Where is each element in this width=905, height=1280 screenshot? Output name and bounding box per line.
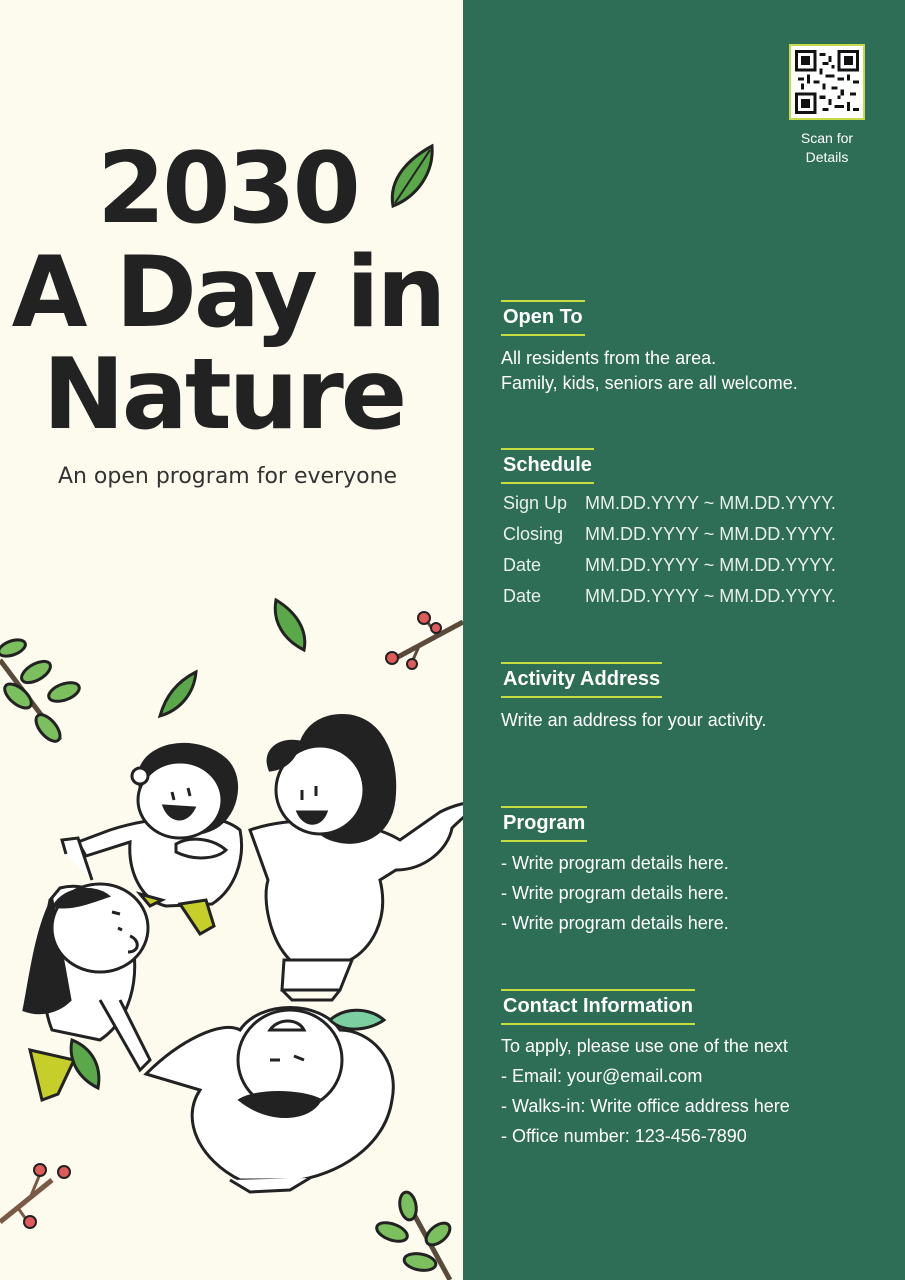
section-body: Write an address for your activity. [501, 710, 767, 730]
title-line-3: Nature [42, 338, 405, 452]
section-contact [501, 989, 881, 1151]
subtitle: An open program for everyone [57, 464, 398, 489]
contact-line: - Office number: 123-456-7890 [501, 1126, 747, 1146]
contact-line: To apply, please use one of the next [501, 1036, 788, 1056]
father-figure [146, 1008, 393, 1193]
qr-caption-line: Details [805, 149, 849, 165]
title-year: 2030 [97, 132, 358, 246]
section-program [501, 806, 881, 938]
berry-branch-icon [0, 1164, 70, 1228]
mother-figure [250, 715, 463, 1000]
title-line-2: A Day in [11, 236, 444, 350]
schedule-value: MM.DD.YYYY ~ MM.DD.YYYY. [585, 586, 836, 606]
body-line: Family, kids, seniors are all welcome. [501, 373, 798, 393]
body-line: All residents from the area. [501, 348, 717, 368]
program-line: - Write program details here. [501, 883, 729, 903]
section-open-to [501, 300, 881, 396]
section-address [501, 662, 881, 733]
program-line: - Write program details here. [501, 913, 729, 933]
section-heading: Program [501, 806, 587, 842]
schedule-row [501, 488, 881, 519]
qr-code[interactable] [789, 44, 865, 120]
schedule-value: MM.DD.YYYY ~ MM.DD.YYYY. [585, 524, 836, 544]
schedule-row [501, 581, 881, 612]
schedule-row [501, 519, 881, 550]
section-body [501, 346, 881, 396]
schedule-table [501, 488, 881, 612]
section-heading: Schedule [501, 448, 594, 484]
leaf-icon [392, 146, 432, 206]
schedule-label: Sign Up [503, 493, 568, 513]
section-heading: Activity Address [501, 662, 662, 698]
branch-icon [374, 1191, 454, 1280]
program-line: - Write program details here. [501, 853, 729, 873]
schedule-value: MM.DD.YYYY ~ MM.DD.YYYY. [585, 493, 836, 513]
section-heading: Open To [501, 300, 585, 336]
section-schedule [501, 448, 881, 612]
schedule-label: Date [503, 586, 542, 606]
berry-branch-icon [386, 612, 463, 669]
section-heading: Contact Information [501, 989, 695, 1025]
leaf-icon [71, 1040, 99, 1088]
qr-caption-line: Scan for [800, 130, 854, 146]
contact-line: - Email: your@email.com [501, 1066, 703, 1086]
qr-caption [785, 129, 869, 167]
schedule-label: Closing [503, 524, 564, 544]
section-body [501, 1031, 881, 1151]
schedule-label: Date [503, 555, 542, 575]
right-panel [463, 0, 905, 1280]
schedule-row [501, 550, 881, 581]
section-body [501, 848, 881, 938]
schedule-value: MM.DD.YYYY ~ MM.DD.YYYY. [585, 555, 836, 575]
qr-code-icon [795, 50, 859, 114]
branch-icon [0, 637, 82, 746]
leaf-icon [275, 600, 305, 650]
contact-line: - Walks-in: Write office address here [501, 1096, 790, 1116]
leaf-icon [160, 672, 196, 716]
